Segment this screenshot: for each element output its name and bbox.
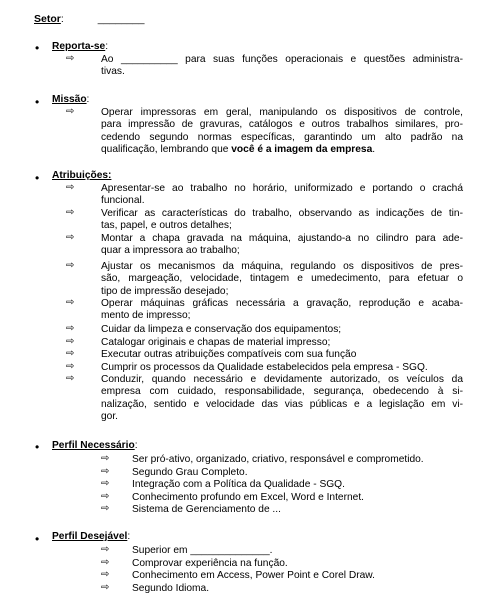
missao-title: Missão xyxy=(52,94,87,105)
perfil-desejavel-arrow-icon: ⇨ xyxy=(101,569,110,581)
atribuicoes-arrow-icon: ⇨ xyxy=(66,323,75,334)
atribuicoes-item-line: nalização, sentido e velocidade das vias públicas e a legislação em vi- xyxy=(101,398,463,410)
perfil-necessario-item: Ser pró-ativo, organizado, criativo, responsável e comprometido. xyxy=(132,454,424,465)
perfil-necessario-bullet: • xyxy=(35,440,40,454)
atribuicoes-item-line: Conduzir, quando necessário e devidamente autorizado, os veículos da xyxy=(101,374,463,385)
perfil-desejavel-item: Superior em ______________. xyxy=(132,545,273,556)
atribuicoes-bullet: • xyxy=(35,171,40,185)
reporta-line: tivas. xyxy=(101,66,125,78)
atribuicoes-arrow-icon: ⇨ xyxy=(66,373,75,384)
atribuicoes-item-line: são, margeação, velocidade, tintagem e umedecimento, para efetuar o xyxy=(101,273,463,285)
atribuicoes-item-line: tipo de impressão desejado; xyxy=(101,285,229,297)
atribuicoes-item xyxy=(101,298,463,323)
atribuicoes-item-line: funcional. xyxy=(101,195,145,207)
atribuicoes-item-line: Cuidar da limpeza e conservação dos equipamentos; xyxy=(101,324,342,335)
reporta-colon: : xyxy=(105,41,109,52)
atribuicoes-item-line: Ajustar os mecanismos da máquina, regulando os dispositivos de pres- xyxy=(101,261,463,272)
atribuicoes-item xyxy=(101,183,463,208)
atribuicoes-item-line: quar a impressora ao trabalho; xyxy=(101,245,240,257)
perfil-necessario-arrow-icon: ⇨ xyxy=(101,503,110,515)
perfil-necessario-arrow-icon: ⇨ xyxy=(101,478,110,490)
atribuicoes-title: Atribuições: xyxy=(52,170,112,181)
perfil-desejavel-title: Perfil Desejável xyxy=(52,531,128,542)
missao-arrow-icon: ⇨ xyxy=(66,106,75,117)
atribuicoes-item-line: Apresentar-se ao trabalho no horário, uniformizado e portando o crachá xyxy=(101,183,463,194)
missao-line: para impressão de gravuras, catálogos e outros trabalhos similares, pro- xyxy=(101,119,463,131)
atribuicoes-item xyxy=(101,349,463,361)
missao-line xyxy=(101,144,463,156)
missao-period: . xyxy=(372,144,376,156)
perfil-desejavel-bullet: • xyxy=(35,532,40,546)
perfil-desejavel-arrow-icon: ⇨ xyxy=(101,556,110,568)
atribuicoes-item xyxy=(101,337,463,349)
reporta-line: Ao __________ para suas funções operacionais e questões administra- xyxy=(101,54,463,65)
atribuicoes-heading xyxy=(52,170,111,181)
perfil-necessario-item: Segundo Grau Completo. xyxy=(132,466,248,478)
atribuicoes-item-line: mento de impresso; xyxy=(101,310,191,322)
perfil-necessario-item: Sistema de Gerenciamento de ... xyxy=(132,504,281,516)
atribuicoes-item xyxy=(101,261,463,298)
perfil-desejavel-item: Conhecimento em Access, Power Point e Corel Draw. xyxy=(132,570,375,582)
atribuicoes-arrow-icon: ⇨ xyxy=(66,260,75,271)
missao-colon: : xyxy=(86,94,90,105)
atribuicoes-item xyxy=(101,362,463,374)
missao-text xyxy=(101,107,463,157)
setor-colon: : xyxy=(60,13,64,25)
atribuicoes-item-line: empresa com cuidado, responsabilidade, segurança, obedecendo à si- xyxy=(101,386,463,398)
atribuicoes-item-line: Operar máquinas gráficas necessária a gravação, reprodução e acaba- xyxy=(101,298,463,309)
atribuicoes-arrow-icon: ⇨ xyxy=(66,361,75,372)
atribuicoes-arrow-icon: ⇨ xyxy=(66,348,75,359)
reporta-heading xyxy=(52,41,108,52)
reporta-text xyxy=(101,54,463,79)
perfil-desejavel-item: Comprovar experiência na função. xyxy=(132,557,288,569)
perfil-desejavel-arrow-icon: ⇨ xyxy=(101,544,110,555)
perfil-necessario-heading xyxy=(52,440,138,451)
atribuicoes-item xyxy=(101,233,463,258)
atribuicoes-item xyxy=(101,374,463,424)
atribuicoes-item-line: gor. xyxy=(101,411,118,423)
atribuicoes-item-line: Executar outras atribuições compatíveis com sua função xyxy=(101,349,357,360)
atribuicoes-item-line: Montar a chapa gravada na máquina, ajustando-a no cilindro para ade- xyxy=(101,233,463,244)
atribuicoes-item-line: Verificar as características do trabalho, observando as indicações de tin- xyxy=(101,208,463,219)
perfil-necessario-arrow-icon: ⇨ xyxy=(101,453,110,464)
perfil-necessario-arrow-icon: ⇨ xyxy=(101,490,110,502)
atribuicoes-arrow-icon: ⇨ xyxy=(66,297,75,308)
missao-line: Operar impressoras em geral, manipulando os dispositivos de controle, xyxy=(101,107,463,118)
atribuicoes-item-line: Catalogar originais e chapas de material impresso; xyxy=(101,337,331,348)
perfil-desejavel-arrow-icon: ⇨ xyxy=(101,581,110,593)
reporta-title: Reporta-se xyxy=(52,41,106,52)
atribuicoes-arrow-icon: ⇨ xyxy=(66,336,75,347)
missao-line: cedendo segundo normas específicas, garantindo um alto padrão na xyxy=(101,131,463,143)
setor-field xyxy=(34,13,144,25)
atribuicoes-arrow-icon: ⇨ xyxy=(66,182,75,193)
missao-last-text: qualificação, lembrando que xyxy=(101,144,232,156)
perfil-desejavel-colon: : xyxy=(127,531,131,542)
perfil-desejavel-item: Segundo Idioma. xyxy=(132,582,210,594)
perfil-necessario-title: Perfil Necessário xyxy=(52,440,135,451)
setor-label: Setor xyxy=(34,13,61,25)
reporta-bullet: • xyxy=(35,41,40,55)
perfil-necessario-arrow-icon: ⇨ xyxy=(101,465,110,477)
setor-blank: ________ xyxy=(97,13,145,25)
atribuicoes-item-line: tas, papel, e outros detalhes; xyxy=(101,220,232,232)
perfil-necessario-item: Integração com a Política da Qualidade - SGQ. xyxy=(132,479,345,491)
missao-bullet: • xyxy=(35,95,40,109)
reporta-arrow-icon: ⇨ xyxy=(66,53,75,64)
atribuicoes-item-line: Cumprir os processos da Qualidade estabelecidos pela empresa - SGQ. xyxy=(101,362,428,373)
missao-heading xyxy=(52,94,89,105)
atribuicoes-item xyxy=(101,324,463,336)
atribuicoes-arrow-icon: ⇨ xyxy=(66,232,75,243)
perfil-necessario-item: Conhecimento profundo em Excel, Word e Internet. xyxy=(132,491,364,503)
atribuicoes-arrow-icon: ⇨ xyxy=(66,207,75,218)
missao-emphasis: você é a imagem da empresa xyxy=(231,144,373,156)
perfil-necessario-colon: : xyxy=(134,440,138,451)
atribuicoes-item xyxy=(101,208,463,233)
perfil-desejavel-heading xyxy=(52,531,130,542)
